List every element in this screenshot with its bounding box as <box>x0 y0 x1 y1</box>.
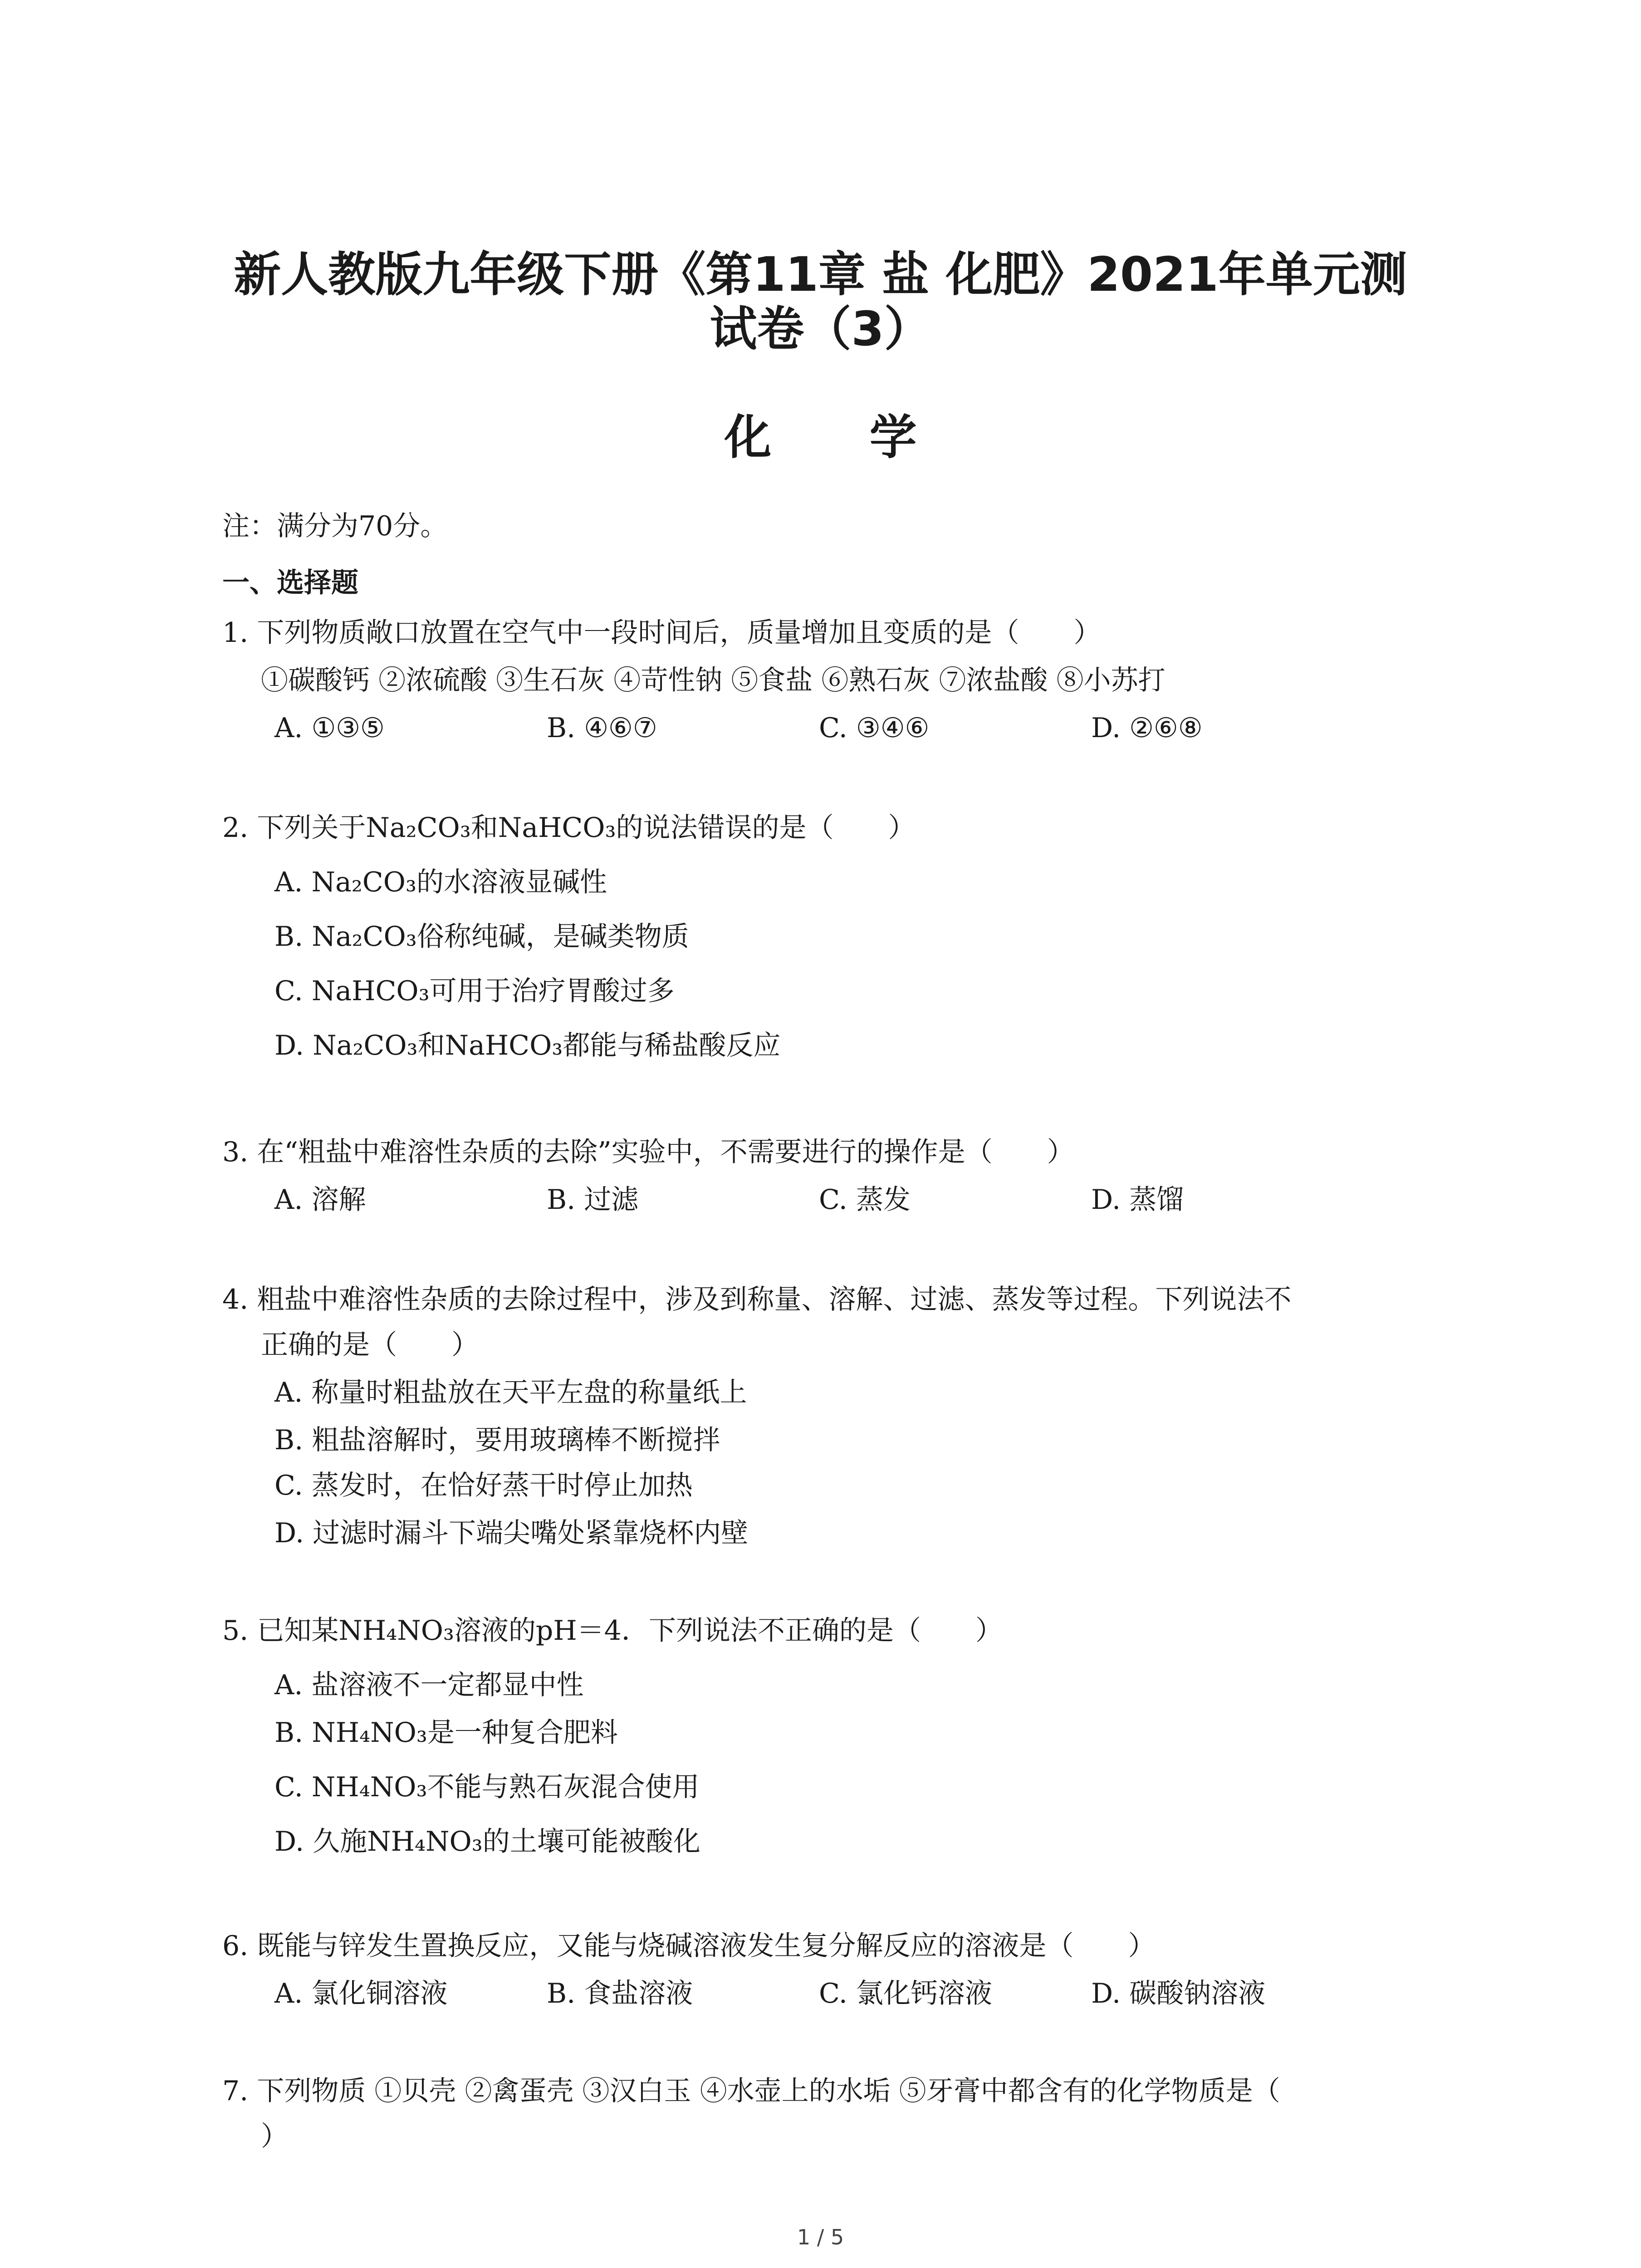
score-note: 注：满分为70分。 <box>222 510 448 542</box>
question-3-option-a: A. 溶解 <box>274 1184 366 1216</box>
page-number: 1 / 5 <box>797 2225 844 2249</box>
question-6-stem: 6. 既能与锌发生置换反应，又能与烧碱溶液发生复分解反应的溶液是（ ） <box>222 1930 1156 1962</box>
question-1-stem: 1. 下列物质敞口放置在空气中一段时间后，质量增加且变质的是（ ） <box>222 617 1101 649</box>
question-5-option-c: C. NH₄NO₃不能与熟石灰混合使用 <box>274 1771 700 1803</box>
question-4-option-b: B. 粗盐溶解时，要用玻璃棒不断搅拌 <box>274 1424 720 1456</box>
page-title-line1: 新人教版九年级下册《第11章 盐 化肥》2021年单元测 <box>234 247 1407 302</box>
question-7-stem-line2: ） <box>261 2121 288 2152</box>
question-3-option-d: D. 蒸馏 <box>1091 1184 1184 1216</box>
question-2-option-c: C. NaHCO₃可用于治疗胃酸过多 <box>274 975 675 1007</box>
question-1-option-d: D. ②⑥⑧ <box>1091 712 1203 744</box>
question-7-stem-line1: 7. 下列物质 ①贝壳 ②禽蛋壳 ③汉白玉 ④水壶上的水垢 ⑤牙膏中都含有的化学物质是（ <box>222 2075 1280 2107</box>
question-5-option-a: A. 盐溶液不一定都显中性 <box>274 1669 584 1701</box>
question-1-items: ①碳酸钙 ②浓硫酸 ③生石灰 ④苛性钠 ⑤食盐 ⑥熟石灰 ⑦浓盐酸 ⑧小苏打 <box>261 665 1166 696</box>
question-5-stem: 5. 已知某NH₄NO₃溶液的pH＝4．下列说法不正确的是（ ） <box>222 1615 1003 1647</box>
page-title-line2: 试卷（3） <box>710 301 931 357</box>
question-3-option-b: B. 过滤 <box>547 1184 639 1216</box>
question-4-option-a: A. 称量时粗盐放在天平左盘的称量纸上 <box>274 1377 747 1408</box>
question-5-option-d: D. 久施NH₄NO₃的土壤可能被酸化 <box>274 1826 700 1857</box>
section-heading: 一、选择题 <box>222 567 358 599</box>
question-3-stem: 3. 在“粗盐中难溶性杂质的去除”实验中，不需要进行的操作是（ ） <box>222 1136 1074 1168</box>
subject-heading: 化 学 <box>724 410 958 465</box>
question-1-option-b: B. ④⑥⑦ <box>547 712 657 744</box>
question-6-option-d: D. 碳酸钠溶液 <box>1091 1978 1266 2009</box>
question-6-option-a: A. 氯化铜溶液 <box>274 1978 448 2009</box>
question-5-option-b: B. NH₄NO₃是一种复合肥料 <box>274 1717 618 1749</box>
question-2-option-a: A. Na₂CO₃的水溶液显碱性 <box>274 866 607 898</box>
question-2-option-b: B. Na₂CO₃俗称纯碱，是碱类物质 <box>274 921 689 953</box>
question-1-option-a: A. ①③⑤ <box>274 712 385 744</box>
question-1-option-c: C. ③④⑥ <box>819 712 930 744</box>
question-2-stem: 2. 下列关于Na₂CO₃和NaHCO₃的说法错误的是（ ） <box>222 812 916 844</box>
question-4-option-c: C. 蒸发时，在恰好蒸干时停止加热 <box>274 1470 693 1501</box>
question-3-option-c: C. 蒸发 <box>819 1184 911 1216</box>
question-2-option-d: D. Na₂CO₃和NaHCO₃都能与稀盐酸反应 <box>274 1030 781 1061</box>
question-4-stem-line2: 正确的是（ ） <box>261 1329 479 1361</box>
question-6-option-c: C. 氯化钙溶液 <box>819 1978 992 2009</box>
question-4-option-d: D. 过滤时漏斗下端尖嘴处紧靠烧杯内壁 <box>274 1517 749 1549</box>
question-4-stem-line1: 4. 粗盐中难溶性杂质的去除过程中，涉及到称量、溶解、过滤、蒸发等过程。下列说法不 <box>222 1284 1292 1315</box>
question-6-option-b: B. 食盐溶液 <box>547 1978 693 2009</box>
